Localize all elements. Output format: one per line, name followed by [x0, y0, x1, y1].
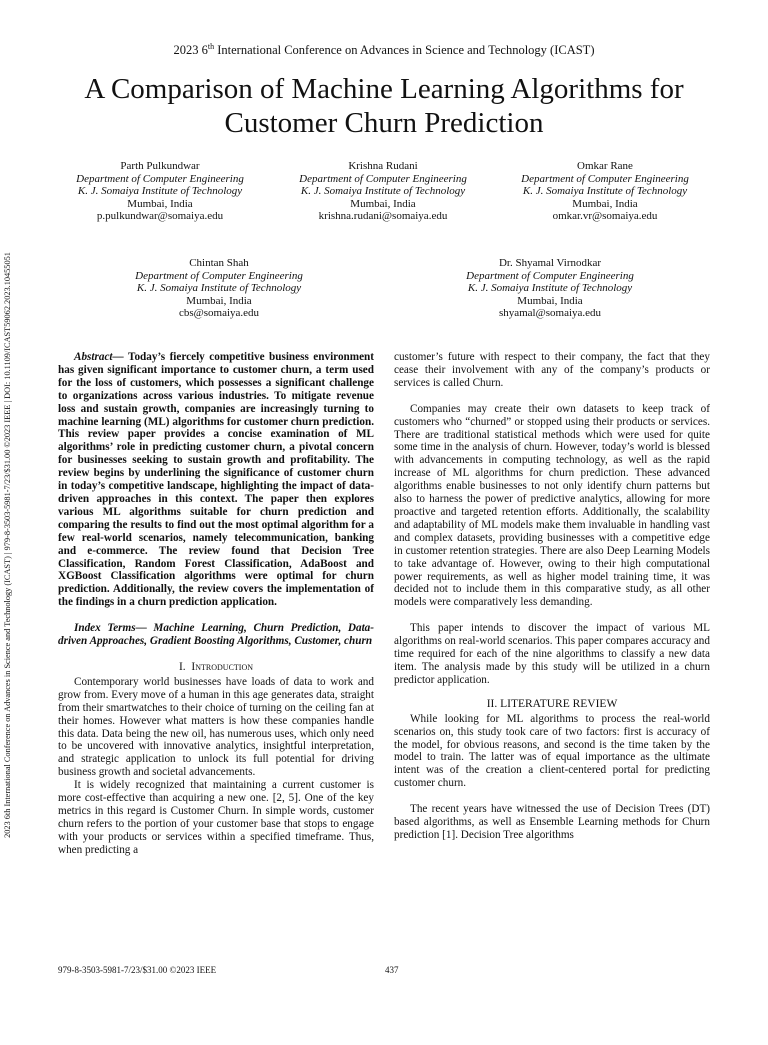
author-institute: K. J. Somaiya Institute of Technology: [522, 185, 688, 198]
author-email: omkar.vr@somaiya.edu: [552, 210, 658, 223]
author-department: Department of Computer Engineering: [299, 172, 467, 185]
author-city: Mumbai, India: [350, 197, 416, 210]
intro-paragraph: It is widely recognized that maintaining a current customer is more cost-effective than acquiring a new one. [2, 5]. One of the key metrics in this regard is Customer Churn. In simple words, customer churn refers to the portion of your customer base that stops to engage with your products or services within a specified timeframe. Thus, when predicting a: [58, 779, 374, 856]
abstract-text: Today’s fiercely competitive business environment has given significant importance to customer churn, a term used for the loss of customers, which possesses a significant challenge to organizations across various industries. To mitigate revenue loss and sustain growth, companies are increasingly turning to machine learning (ML) algorithms for customer churn prediction. This review paper provides a concise examination of ML algorithms’ role in predicting customer churn, a pivotal concern for businesses seeking to sustain growth and profitability. The review begins by underlining the significance of customer churn in today’s competitive landscape, highlighting the impact of data-driven approaches in this context. The paper then explores various ML algorithms suitable for churn prediction and comparing the results to find out the most optimal algorithm for a few real-world scenarios, namely telecommunication, banking and e-commerce. The review found that Decision Tree Classification, Random Forest Classification, AdaBoost and XGBoost Classification algorithms were optimal for churn prediction. Additionally, the review covers the implementation of the findings in a churn prediction application.: [58, 351, 374, 609]
author-city: Mumbai, India: [517, 294, 583, 307]
author-name: Chintan Shah: [189, 257, 249, 269]
author-name: Dr. Shyamal Virnodkar: [498, 257, 602, 269]
doi-sidebar: 2023 6th International Conference on Advances in Science and Technology (ICAST) | 979-8-3503-5981-7/23/$31.00 ©2023 IEEE | DOI: 10.1109/ICAST59062.2023.10455051: [3, 252, 12, 838]
abstract-label: Abstract—: [74, 351, 124, 363]
author-department: Department of Computer Engineering: [521, 172, 689, 185]
author-block: [104, 257, 334, 320]
author-institute: K. J. Somaiya Institute of Technology: [300, 185, 466, 198]
author-email: cbs@somaiya.edu: [178, 307, 260, 320]
paper-title: A Comparison of Machine Learning Algorithms for Customer Churn Prediction: [84, 73, 684, 139]
right-column: [394, 351, 710, 842]
author-city: Mumbai, India: [127, 197, 193, 210]
author-department: Department of Computer Engineering: [135, 269, 303, 282]
author-block: [45, 160, 275, 223]
abstract: [58, 351, 374, 609]
author-email: p.pulkundwar@somaiya.edu: [96, 210, 224, 223]
author-department: Department of Computer Engineering: [466, 269, 634, 282]
author-email: shyamal@somaiya.edu: [498, 307, 602, 320]
section-heading-introduction: I. Introduction: [178, 660, 254, 673]
conference-header: 2023 6th International Conference on Advances in Science and Technology (ICAST): [173, 41, 595, 57]
body-paragraph: The recent years have witnessed the use of Decision Trees (DT) based algorithms, as well as Ensemble Learning methods for Churn prediction [1]. Decision Tree algorithms: [394, 803, 710, 841]
author-name: Krishna Rudani: [348, 160, 418, 172]
author-block: [268, 160, 498, 223]
author-institute: K. J. Somaiya Institute of Technology: [136, 282, 302, 295]
section-heading-literature-review: II. LITERATURE REVIEW: [486, 697, 618, 710]
body-paragraph: This paper intends to discover the impact of various ML algorithms on real-world scenarios. This paper compares accuracy and time required for each of the nine algorithms to classify a new data item. The analysis made by this study will be utilized in a churn predictor application.: [394, 622, 710, 686]
author-city: Mumbai, India: [186, 294, 252, 307]
author-name: Parth Pulkundwar: [120, 160, 200, 172]
intro-paragraph: Contemporary world businesses have loads of data to work and grow from. Every move of a human in this age generates data, straight from their smartwatches to their choice of turning on the ceiling fan at their homes. However what matters is how these companies handle this data. Data being the new oil, has numerous uses, which only need to be uncovered with innovative analytics, insightful interpretation, and strategic application to unlock its full potential for driving business growth and societal advancements.: [58, 675, 374, 779]
page-number: 437: [385, 965, 399, 975]
footer-copyright: 979-8-3503-5981-7/23/$31.00 ©2023 IEEE: [58, 965, 217, 975]
body-paragraph: customer’s future with respect to their company, the fact that they cease their involvement with any of the company’s products or services is called Churn.: [394, 351, 710, 389]
index-terms: Index Terms— Machine Learning, Churn Prediction, Data-driven Approaches, Gradient Boosting Algorithms, Customer, churn: [58, 622, 374, 648]
left-column: [58, 351, 374, 857]
author-block: [490, 160, 720, 223]
author-block: [435, 257, 665, 320]
author-institute: K. J. Somaiya Institute of Technology: [77, 185, 243, 198]
author-department: Department of Computer Engineering: [76, 172, 244, 185]
author-institute: K. J. Somaiya Institute of Technology: [467, 282, 633, 295]
body-paragraph: Companies may create their own datasets to keep track of customers who “churned” or stopped using their products or services. There are traditional statistical methods which were used for quite some time in the analysis of churn. However, today’s world is blessed with advancements in computing technology, as well as the rapid increase of ML algorithms for churn prediction. These advanced algorithms enable businesses to not only identify churn patterns but also to harness the power of predictive analytics, allowing for more proactive and targeted retention efforts. Additionally, the scalability and adaptability of ML models make them invaluable in handling vast and complex datasets, providing businesses with a competitive edge in customer retention strategies. There are also Deep Learning Models to take advantage of. However, owing to their high computational power requirements, as well as higher model training time, it was decided not to include them in this comparative study, as all other models were comparatively less demanding.: [394, 402, 710, 609]
author-city: Mumbai, India: [572, 197, 638, 210]
author-email: krishna.rudani@somaiya.edu: [318, 210, 448, 223]
author-name: Omkar Rane: [577, 160, 633, 172]
body-paragraph: While looking for ML algorithms to process the real-world scenarios on, this study took care of two factors: first is accuracy of the model, for obvious reasons, and second is the time taken by the model to train. The latter was of equal importance as the ultimate intent was of the creation a client-centered portal for predicting customer churn.: [394, 712, 710, 790]
